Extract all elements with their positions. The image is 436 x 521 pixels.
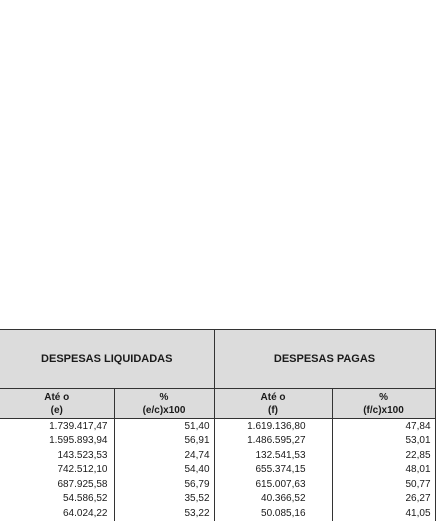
subheader-liquidadas-value bbox=[0, 389, 114, 419]
pagas-percent-cell: 50,77 bbox=[332, 477, 435, 492]
table-row bbox=[0, 492, 435, 507]
expense-table-section bbox=[0, 329, 436, 521]
pagas-percent-cell: 26,27 bbox=[332, 492, 435, 507]
subheader-liquidadas-percent bbox=[114, 389, 214, 419]
liquidadas-percent-cell: 51,40 bbox=[114, 419, 214, 434]
subheader-line1: % bbox=[159, 391, 169, 403]
liquidadas-value-cell: 1.739.417,47 bbox=[0, 419, 114, 434]
subheader-line2: (f) bbox=[268, 404, 279, 416]
pagas-percent-cell: 22,85 bbox=[332, 448, 435, 463]
pagas-value-cell: 615.007,63 bbox=[214, 477, 332, 492]
liquidadas-percent-cell: 54,40 bbox=[114, 463, 214, 478]
pagas-percent-cell: 41,05 bbox=[332, 506, 435, 521]
liquidadas-value-cell: 143.523,53 bbox=[0, 448, 114, 463]
liquidadas-percent-cell: 56,91 bbox=[114, 434, 214, 449]
subheader-line1: Até o bbox=[260, 391, 286, 403]
liquidadas-percent-cell: 56,79 bbox=[114, 477, 214, 492]
liquidadas-value-cell: 54.586,52 bbox=[0, 492, 114, 507]
subheader-line2: (f/c)x100 bbox=[363, 404, 404, 416]
subheader-line2: (e/c)x100 bbox=[142, 404, 186, 416]
group-header-row bbox=[0, 330, 435, 389]
liquidadas-percent-cell: 24,74 bbox=[114, 448, 214, 463]
subheader-line2: (e) bbox=[50, 404, 63, 416]
pagas-value-cell: 1.619.136,80 bbox=[214, 419, 332, 434]
subheader-pagas-value bbox=[214, 389, 332, 419]
pagas-percent-cell: 47,84 bbox=[332, 419, 435, 434]
liquidadas-value-cell: 687.925,58 bbox=[0, 477, 114, 492]
pagas-percent-cell: 48,01 bbox=[332, 463, 435, 478]
subheader-line1: % bbox=[379, 391, 388, 403]
table-row bbox=[0, 506, 435, 521]
pagas-percent-cell: 53,01 bbox=[332, 434, 435, 449]
subheader-pagas-percent bbox=[332, 389, 435, 419]
header-despesas-pagas: DESPESAS PAGAS bbox=[214, 330, 435, 389]
sub-header-row bbox=[0, 389, 435, 419]
subheader-line1: Até o bbox=[44, 391, 70, 403]
liquidadas-value-cell: 742.512,10 bbox=[0, 463, 114, 478]
liquidadas-percent-cell: 35,52 bbox=[114, 492, 214, 507]
pagas-value-cell: 655.374,15 bbox=[214, 463, 332, 478]
table-row bbox=[0, 463, 435, 478]
pagas-value-cell: 50.085,16 bbox=[214, 506, 332, 521]
liquidadas-value-cell: 64.024,22 bbox=[0, 506, 114, 521]
liquidadas-percent-cell: 53,22 bbox=[114, 506, 214, 521]
liquidadas-value-cell: 1.595.893,94 bbox=[0, 434, 114, 449]
pagas-value-cell: 40.366,52 bbox=[214, 492, 332, 507]
pagas-value-cell: 132.541,53 bbox=[214, 448, 332, 463]
table-row bbox=[0, 448, 435, 463]
header-despesas-liquidadas: DESPESAS LIQUIDADAS bbox=[0, 330, 214, 389]
expense-table bbox=[0, 329, 436, 521]
table-row bbox=[0, 419, 435, 434]
pagas-value-cell: 1.486.595,27 bbox=[214, 434, 332, 449]
table-row bbox=[0, 477, 435, 492]
table-row bbox=[0, 434, 435, 449]
